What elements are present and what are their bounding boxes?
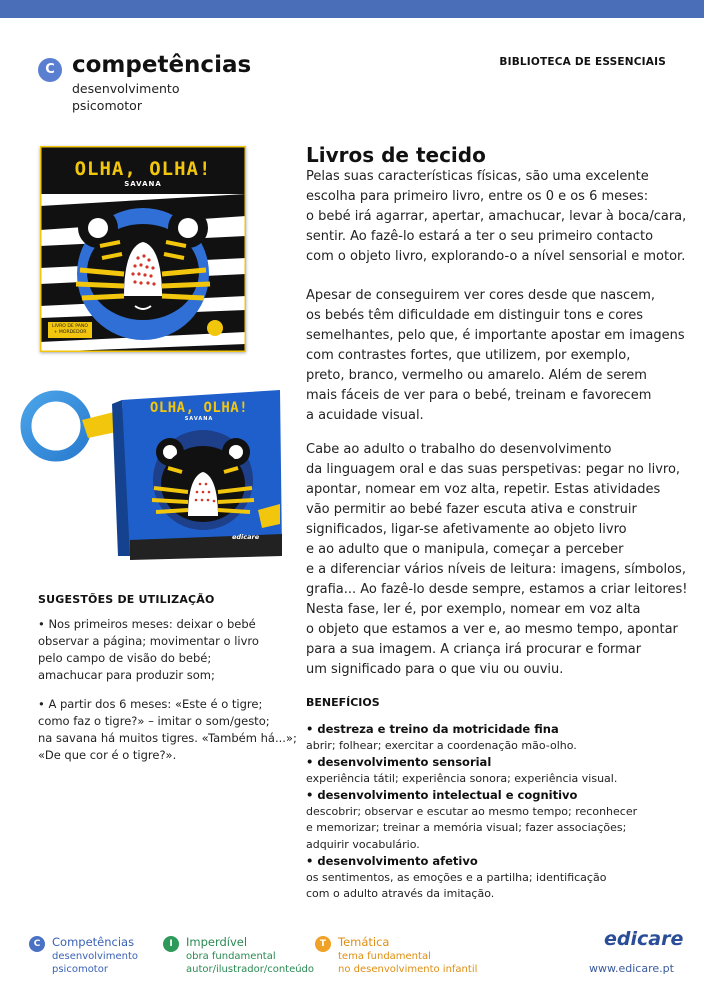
- subtitle-line: psicomotor: [72, 98, 142, 113]
- text-line: apontar, nomear em voz alta, repetir. Estas atividades: [306, 482, 661, 497]
- section-title: Livros de tecido: [306, 143, 486, 167]
- pill-line: + MORDEDOR: [53, 330, 87, 335]
- benefit-title: • destreza e treino da motricidade fina: [306, 722, 559, 736]
- book-cover-image: [40, 146, 246, 352]
- text-line: com o objeto livro, explorando-o a nível sensorial e motor.: [306, 249, 686, 264]
- page-category-subtitle: [72, 80, 222, 114]
- text-line: o bebé irá agarrar, apertar, amachucar, levar à boca/cara,: [306, 209, 687, 224]
- text-line: vão permitir ao bebé fazer escuta ativa e construir: [306, 502, 637, 517]
- text-line: sentir. Ao fazê-lo estará a ter o seu primeiro contacto: [306, 229, 654, 244]
- benefits-list: [306, 721, 690, 903]
- footer-imperdivel-badge: I: [163, 936, 179, 952]
- text-line: Apesar de conseguirem ver cores desde que nascem,: [306, 288, 655, 303]
- text-line: o objeto que estamos a ver e, ao mesmo tempo, apontar: [306, 622, 678, 637]
- benefit-desc: os sentimentos, as emoções e a partilha; identificação: [306, 870, 607, 884]
- page-category-title: competências: [72, 52, 252, 78]
- text-line: autor/ilustrador/conteúdo: [186, 964, 315, 975]
- benefit-item: [306, 787, 690, 853]
- paragraph-3: [306, 440, 690, 680]
- benefit-desc: com o adulto através da imitação.: [306, 887, 495, 900]
- text-line: para a sua imagem. A criança irá procurar e formar: [306, 642, 642, 657]
- text-line: na savana há muitos tigres. «Também há...»;: [38, 731, 297, 745]
- footer-competencias-sub: [52, 950, 138, 976]
- cloth-book-subtitle: SAVANA: [184, 416, 214, 422]
- text-line: desenvolvimento: [52, 951, 138, 962]
- text-line: mais fáceis de ver para o bebé, treinam e favorecem: [306, 388, 652, 403]
- footer-imperdivel-sub: [186, 950, 314, 976]
- footer-competencias-title: Competências: [52, 935, 135, 949]
- benefit-desc: descobrir; observar e escutar ao mesmo tempo; reconhecer: [306, 804, 638, 818]
- benefit-desc: abrir; folhear; exercitar a coordenação mão-olho.: [306, 738, 577, 752]
- benefit-desc: experiência tátil; experiência sonora; experiência visual.: [306, 771, 618, 785]
- paragraph-2: [306, 286, 690, 426]
- text-line: «De que cor é o tigre?».: [38, 748, 177, 762]
- footer-imperdivel-title: Imperdível: [186, 935, 248, 949]
- edicare-logo: edicare: [604, 928, 684, 950]
- benefits-heading: BENEFÍCIOS: [306, 696, 380, 709]
- competencias-badge: C: [38, 58, 62, 82]
- text-line: e ao adulto que o manipula, começar a perceber: [306, 542, 624, 557]
- cloth-book-brand: edicare: [232, 533, 260, 541]
- text-line: Nesta fase, ler é, por exemplo, nomear em voz alta: [306, 602, 641, 617]
- cover-subtitle: SAVANA: [124, 180, 162, 188]
- text-line: preto, branco, vermelho ou amarelo. Além de serem: [306, 368, 647, 383]
- text-line: psicomotor: [52, 964, 108, 975]
- text-line: amachucar para produzir som;: [38, 668, 215, 682]
- paragraph-1: [306, 167, 690, 267]
- text-line: escolha para primeiro livro, entre os 0 e os 6 meses:: [306, 189, 649, 204]
- text-line: • Nos primeiros meses: deixar o bebé: [38, 617, 256, 631]
- benefit-title: • desenvolvimento intelectual e cognitivo: [306, 788, 578, 802]
- website-link[interactable]: www.edicare.pt: [589, 962, 674, 975]
- benefit-title: • desenvolvimento afetivo: [306, 854, 478, 868]
- top-color-bar: [0, 0, 704, 18]
- cover-brand: edicare: [198, 335, 232, 344]
- pill-line: LIVRO DE PANO: [52, 324, 88, 329]
- text-line: observar a página; movimentar o livro: [38, 634, 259, 648]
- text-line: com contrastes fortes, que utilizem, por exemplo,: [306, 348, 631, 363]
- text-line: obra fundamental: [186, 951, 276, 962]
- benefit-desc: e memorizar; treinar a memória visual; fazer associações;: [306, 821, 627, 834]
- text-line: um significado para o que viu ou ouviu.: [306, 662, 564, 677]
- suggestions-heading: SUGESTÕES DE UTILIZAÇÃO: [38, 593, 215, 606]
- suggestion-block-2: [38, 696, 297, 764]
- text-line: grafia... Ao fazê-lo desde sempre, estamos a criar leitores!: [306, 582, 688, 597]
- text-line: • A partir dos 6 meses: «Este é o tigre;: [38, 697, 263, 711]
- text-line: semelhantes, pelo que, é importante apostar em imagens: [306, 328, 685, 343]
- footer-tematica-title: Temática: [338, 935, 390, 949]
- text-line: Cabe ao adulto o trabalho do desenvolvimento: [306, 442, 612, 457]
- text-line: a acuidade visual.: [306, 408, 424, 423]
- text-line: no desenvolvimento infantil: [338, 964, 478, 975]
- text-line: Pelas suas características físicas, são uma excelente: [306, 169, 649, 184]
- subtitle-line: desenvolvimento: [72, 81, 180, 96]
- text-line: pelo campo de visão do bebé;: [38, 651, 212, 665]
- benefit-desc: adquirir vocabulário.: [306, 837, 420, 851]
- text-line: os bebés têm dificuldade em distinguir tons e cores: [306, 308, 644, 323]
- suggestion-block-1: [38, 616, 288, 684]
- cover-title: OLHA, OLHA!: [74, 158, 212, 180]
- text-line: como faz o tigre?» – imitar o som/gesto;: [38, 714, 270, 728]
- text-line: tema fundamental: [338, 951, 431, 962]
- text-line: da linguagem oral e das suas perspetivas: pegar no livro,: [306, 462, 681, 477]
- text-line: significados, ligar-se afetivamente ao objeto livro: [306, 522, 627, 537]
- text-line: e a diferenciar vários níveis de leitura: imagens, símbolos,: [306, 562, 686, 577]
- benefit-item: [306, 754, 690, 787]
- cloth-book-title: OLHA, OLHA!: [149, 400, 249, 416]
- benefit-item: [306, 721, 690, 754]
- library-label: BIBLIOTECA DE ESSENCIAIS: [499, 56, 666, 68]
- benefit-title: • desenvolvimento sensorial: [306, 755, 492, 769]
- footer-competencias-badge: C: [29, 936, 45, 952]
- benefit-item: [306, 853, 690, 903]
- footer-tematica-sub: [338, 950, 477, 976]
- footer-tematica-badge: T: [315, 936, 331, 952]
- cover-pill-label: [48, 322, 92, 338]
